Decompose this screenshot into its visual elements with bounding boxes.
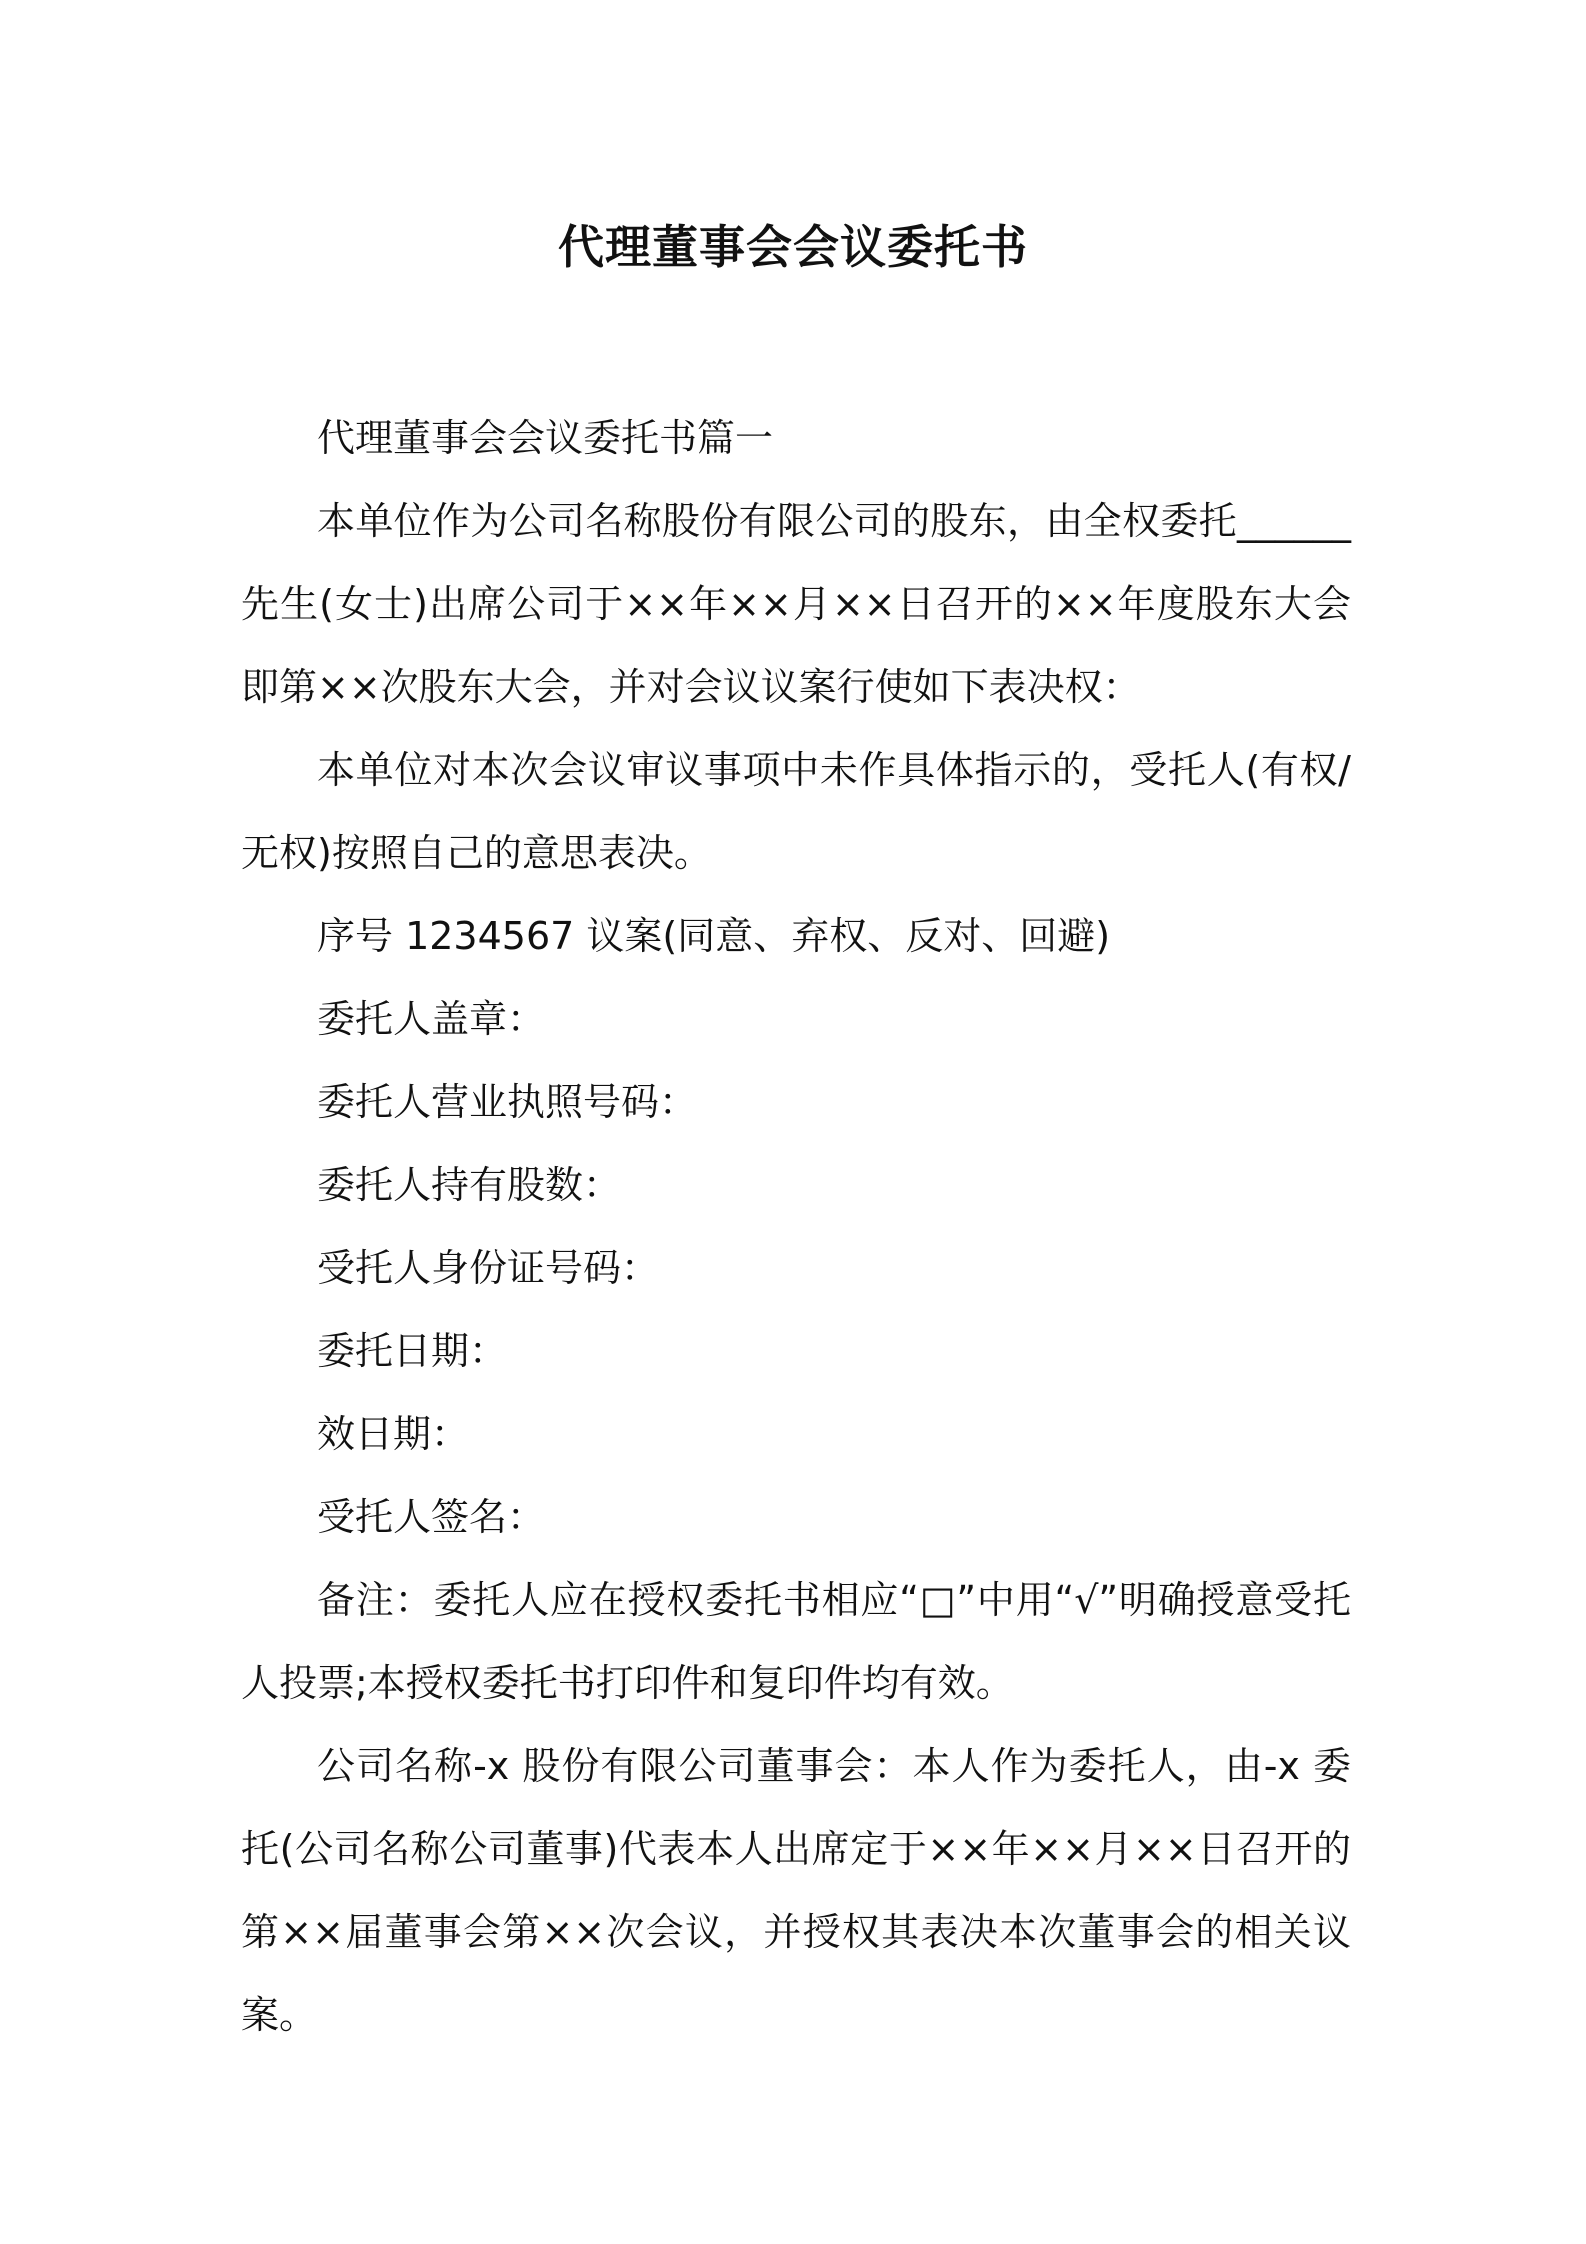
document-title: 代理董事会会议委托书 [558,220,1028,274]
effective-date-field: 效日期： [317,1412,470,1456]
shares-held-field: 委托人持有股数： [317,1163,622,1207]
business-license-field: 委托人营业执照号码： [317,1080,698,1124]
section-heading: 代理董事会会议委托书篇一 [317,416,774,460]
principal-seal-field: 委托人盖章： [317,997,546,1041]
board-proxy-paragraph: 公司名称-x 股份有限公司董事会：本人作为委托人，由-x 委托(公司名称公司董事)代表本人出席定于××年××月××日召开的第××届董事会第××次会议，并授权其表决本次董事会的相关议案。 [241,1744,1351,2037]
proxy-statement-paragraph: 本单位作为公司名称股份有限公司的股东，由全权委托______先生(女士)出席公司于××年××月××日召开的××年度股东大会即第××次股东大会，并对会议议案行使如下表决权： [241,499,1351,709]
remarks-paragraph: 备注：委托人应在授权委托书相应“□”中用“√”明确授意受托人投票;本授权委托书打印件和复印件均有效。 [241,1578,1351,1705]
motion-line: 序号 1234567 议案(同意、弃权、反对、回避) [317,914,1111,958]
agent-signature-field: 受托人签名： [317,1495,546,1539]
document-body [241,397,1351,2057]
entrust-date-field: 委托日期： [317,1329,508,1373]
agent-id-field: 受托人身份证号码： [317,1246,660,1290]
unspecified-matters-paragraph: 本单位对本次会议审议事项中未作具体指示的，受托人(有权/无权)按照自己的意思表决。 [241,748,1351,875]
